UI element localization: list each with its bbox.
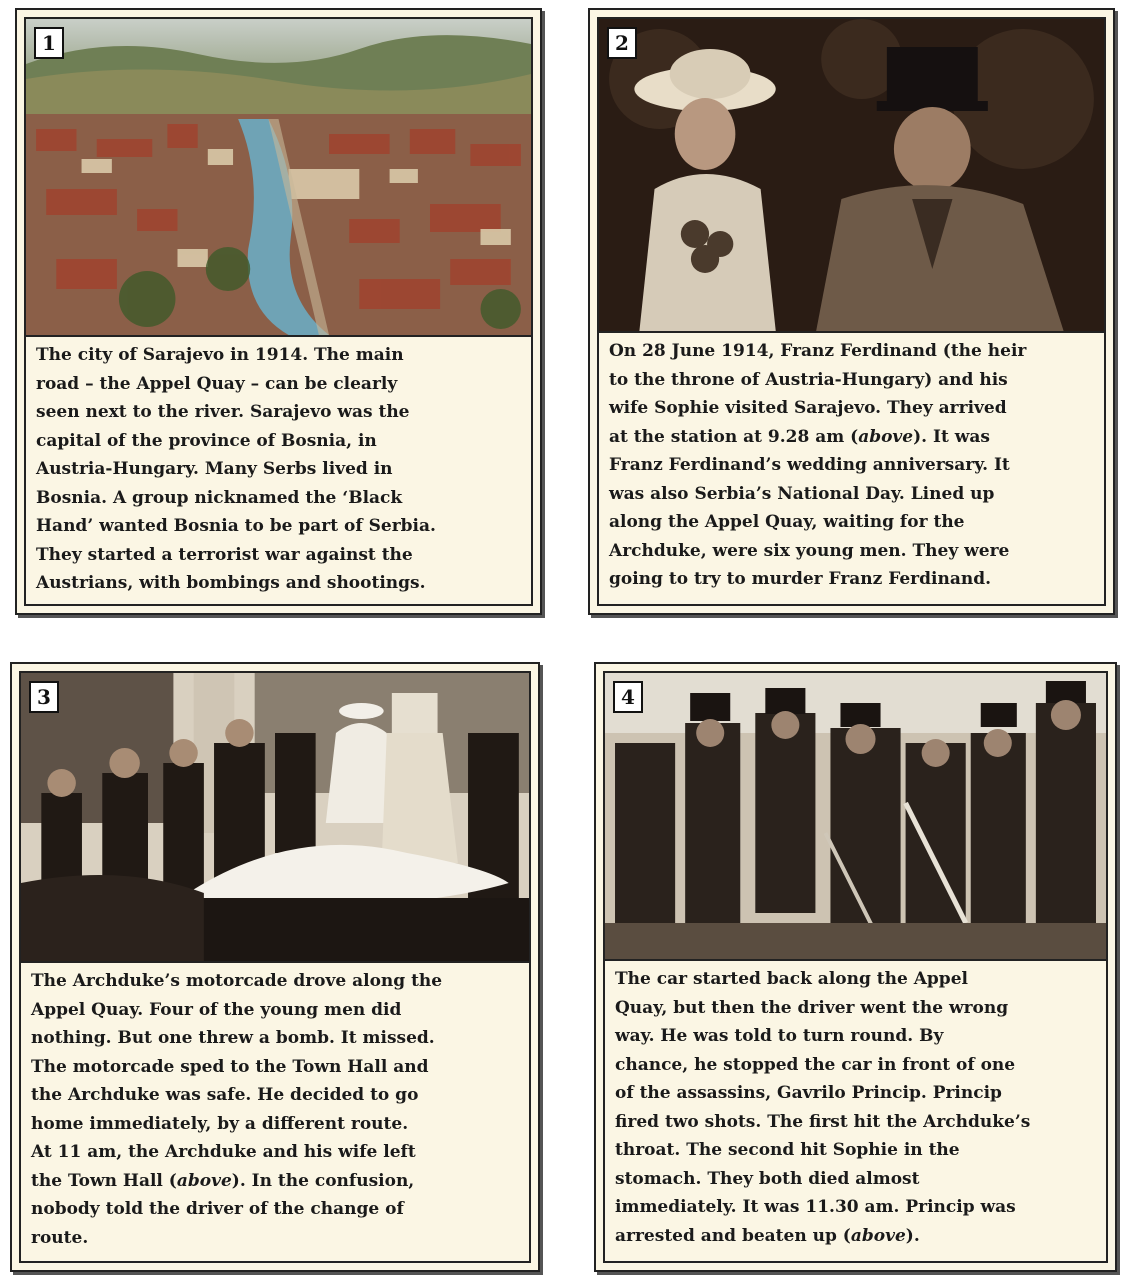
franz-ferdinand-photo (599, 19, 1104, 333)
panel-3 (10, 662, 540, 1272)
sarajevo-photo (26, 19, 531, 337)
caption-text: ). It was Franz Ferdinand’s wedding anniversary. It was also Serbia’s National Day. Lined up along the Appel Quay, waiting for the Archduke, were six young men. They were going to try to murder Franz Ferdinand. (609, 426, 1010, 589)
panel-number-badge: 2 (607, 27, 637, 59)
panel-1-frame (24, 17, 533, 606)
panel-number-badge: 1 (34, 27, 64, 59)
panel-1-caption: The city of Sarajevo in 1914. The main road – the Appel Quay – can be clearly seen next to the river. Sarajevo was the capital of the province of Bosnia, in Austria-Hungary. Many Serbs lived in Bosnia. A group nicknamed the ‘Black Hand’ wanted Bosnia to be part of Serbia. They started a terrorist war against the Austrians, with bombings and shootings. (36, 345, 436, 593)
panel-3-caption (31, 967, 521, 1252)
caption-text: ). (905, 1225, 920, 1246)
panel-1 (15, 8, 542, 615)
caption-emphasis: above (176, 1170, 232, 1191)
caption-text: The car started back along the Appel Quay, but then the driver went the wrong way. He was told to turn round. By chance, he stopped the car in front of one of the assassins, Gavrilo Princip. Princip fired two shots. The first hit the Archduke’s throat. The second hit Sophie in the stomach. They both died almost immediately. It was 11.30 am. Princip was arrested and beaten up ( (615, 969, 1031, 1246)
caption-text: On 28 June 1914, Franz Ferdinand (the heir to the throne of Austria-Hungary) and his wife Sophie visited Sarajevo. They arrived at the station at 9.28 am ( (609, 341, 1027, 447)
princip-arrest-photo (605, 673, 1106, 961)
caption-emphasis: above (850, 1225, 906, 1246)
town-hall-departure-photo (21, 673, 529, 963)
panel-number-badge: 4 (613, 681, 643, 713)
panel-4 (594, 662, 1117, 1272)
panel-4-frame (603, 671, 1108, 1263)
caption-text: ). In the confusion, nobody told the driver of the change of route. (31, 1170, 415, 1248)
panel-4-caption (615, 965, 1098, 1250)
panel-2-caption (609, 337, 1096, 594)
panel-number-badge: 3 (29, 681, 59, 713)
caption-text: The Archduke’s motorcade drove along the Appel Quay. Four of the young men did nothing. But one threw a bomb. It missed. The motorcade sped to the Town Hall and the Archduke was safe. He decided to go home immediately, by a different route. At 11 am, the Archduke and his wife left the Town Hall ( (31, 971, 443, 1191)
panel-2 (588, 8, 1115, 615)
caption-emphasis: above (858, 426, 914, 447)
panel-3-frame (19, 671, 531, 1263)
panel-2-frame (597, 17, 1106, 606)
